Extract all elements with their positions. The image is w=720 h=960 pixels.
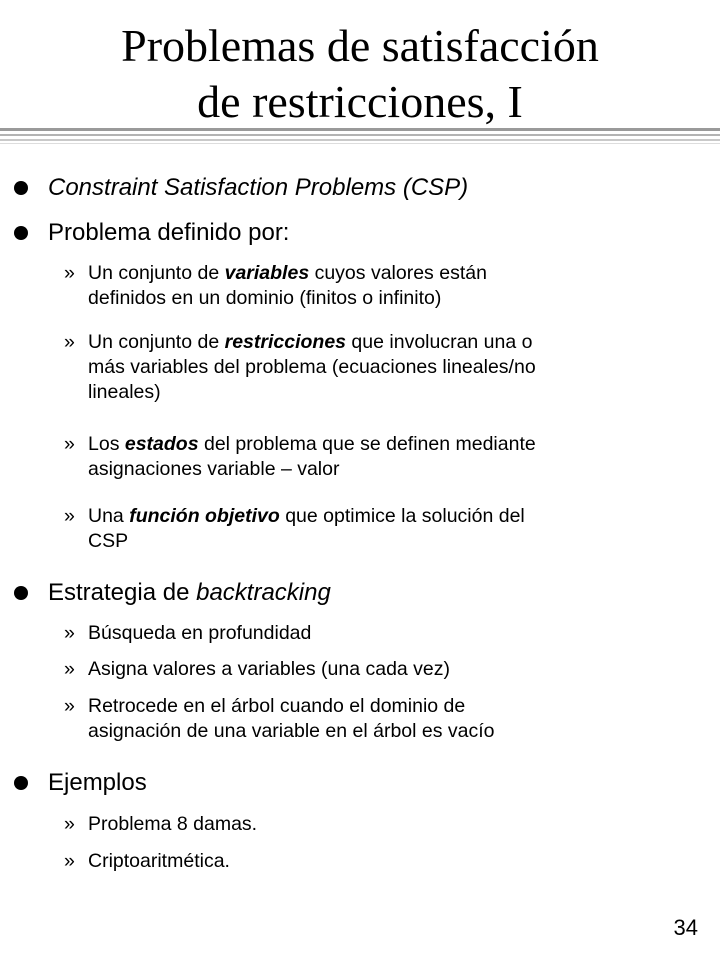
sub-item-restricciones (88, 330, 708, 405)
sub-item-8-damas: Problema 8 damas. (88, 813, 258, 835)
sub-text: que involucran una o (346, 331, 533, 353)
sub-item-estados (88, 432, 708, 482)
sub-text: asignaciones variable – valor (88, 458, 340, 480)
sub-text: CSP (88, 530, 129, 552)
sub-text: del problema que se definen mediante (198, 433, 536, 455)
sub-emphasis: restricciones (224, 331, 347, 353)
bullet-ejemplos: Ejemplos (48, 769, 147, 796)
sub-text: más variables del problema (ecuaciones lineales/no (88, 356, 536, 378)
bullet-backtracking (48, 578, 708, 608)
bullet-icon (14, 181, 28, 195)
sub-bullet-marker: » (64, 658, 75, 680)
title-divider (0, 128, 720, 131)
sub-emphasis: estados (124, 433, 199, 455)
sub-bullet-marker: » (64, 622, 75, 644)
sub-bullet-marker: » (64, 433, 75, 455)
sub-text: Los (88, 433, 125, 455)
sub-text: lineales) (88, 381, 161, 403)
bullet-text: Estrategia de (48, 579, 197, 606)
title-divider (0, 134, 720, 136)
sub-text: Retrocede en el árbol cuando el dominio de (88, 695, 466, 717)
bullet-emphasis: backtracking (196, 579, 331, 606)
title-divider (0, 143, 720, 144)
bullet-csp: Constraint Satisfaction Problems (CSP) (48, 174, 469, 201)
bullet-icon (14, 226, 28, 240)
sub-emphasis: función objetivo (129, 505, 280, 527)
bullet-icon (14, 776, 28, 790)
sub-emphasis: variables (224, 262, 310, 284)
title-line-1: Problemas de satisfacción (121, 20, 599, 71)
sub-item-retrocede (88, 694, 708, 744)
sub-text: asignación de una variable en el árbol es vacío (88, 720, 495, 742)
sub-item-variables (88, 261, 708, 311)
slide-title (0, 18, 720, 130)
sub-bullet-marker: » (64, 813, 75, 835)
sub-item-busqueda: Búsqueda en profundidad (88, 622, 312, 644)
sub-item-criptoaritmetica: Criptoaritmética. (88, 850, 230, 872)
sub-text: Un conjunto de (88, 331, 225, 353)
sub-bullet-marker: » (64, 262, 75, 284)
sub-bullet-marker: » (64, 695, 75, 717)
bullet-icon (14, 586, 28, 600)
sub-text: definidos en un dominio (finitos o infinito) (88, 287, 442, 309)
sub-text: cuyos valores están (309, 262, 487, 284)
sub-item-asigna: Asigna valores a variables (una cada vez) (88, 658, 451, 680)
page-number: 34 (673, 915, 698, 940)
title-line-2: de restricciones, I (197, 76, 523, 127)
bullet-problema-definido: Problema definido por: (48, 219, 290, 246)
sub-bullet-marker: » (64, 850, 75, 872)
sub-text: Un conjunto de (88, 262, 225, 284)
sub-item-funcion-objetivo (88, 504, 708, 554)
sub-text: Una (88, 505, 130, 527)
title-divider (0, 139, 720, 141)
sub-bullet-marker: » (64, 505, 75, 527)
sub-bullet-marker: » (64, 331, 75, 353)
sub-text: que optimice la solución del (279, 505, 525, 527)
